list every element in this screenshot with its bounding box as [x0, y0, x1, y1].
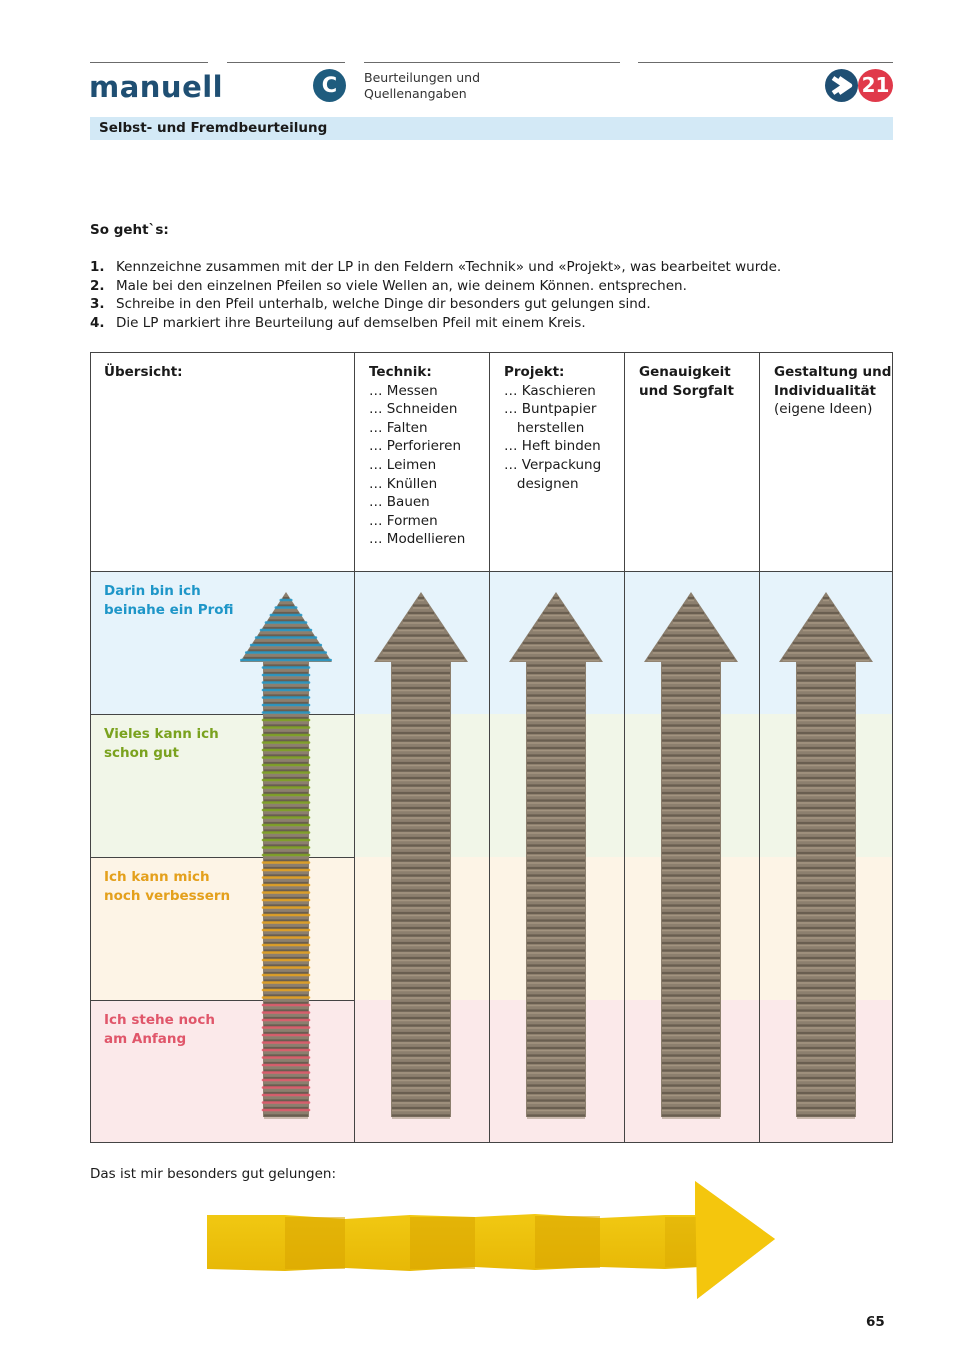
cardboard-arrow[interactable] — [509, 592, 603, 1118]
technik-item: … Leimen — [369, 456, 437, 473]
projekt-item: herstellen — [504, 419, 585, 436]
technik-item: … Falten — [369, 419, 428, 436]
technik-item: … Modellieren — [369, 531, 466, 548]
projekt-item: designen — [504, 475, 579, 492]
yellow-paper-arrow[interactable] — [195, 1175, 785, 1305]
overview-label: Übersicht: — [104, 364, 183, 380]
level-label-anfang: Ich stehe noch am Anfang — [104, 1012, 215, 1047]
gestaltung-column-header: Gestaltung und Individualität (eigene Ideen) — [774, 364, 892, 418]
brand-title: manuell — [89, 70, 224, 104]
chapter-badge: C — [313, 69, 346, 102]
technik-item: … Formen — [369, 512, 438, 529]
technik-item: … Knüllen — [369, 475, 438, 492]
level-label-profi: Darin bin ich beinahe ein Profi — [104, 583, 234, 618]
instruction-step: 1. Kennzeichne zusammen mit der LP in den Feldern «Technik» und «Projekt», was bearbeitet wurde. — [90, 259, 782, 275]
logo-number: 21 — [858, 69, 893, 102]
chapter-title-line: Quellenangaben — [364, 86, 467, 101]
projekt-item: … Kaschieren — [504, 382, 596, 399]
technik-item: … Schneiden — [369, 401, 458, 418]
cardboard-arrow[interactable] — [779, 592, 873, 1118]
section-title: Selbst- und Fremdbeurteilung — [99, 120, 328, 136]
level-label-gut: Vieles kann ich schon gut — [104, 726, 219, 761]
instruction-step: 3. Schreibe in den Pfeil unterhalb, welche Dinge dir besonders gut gelungen sind. — [90, 296, 651, 313]
instruction-step: 4. Die LP markiert ihre Beurteilung auf demselben Pfeil mit einem Kreis. — [90, 314, 586, 331]
projekt-item: … Verpackung — [504, 456, 602, 473]
genauigkeit-column-header: Genauigkeit und Sorgfalt — [639, 364, 734, 399]
technik-column-header: Technik: … Messen … Schneiden … Falten … Perforieren … Leimen … Knüllen … Bauen … Formen … Modellieren — [369, 363, 499, 549]
technik-item: … Perforieren — [369, 438, 462, 455]
cardboard-arrow[interactable] — [240, 592, 332, 1118]
chapter-title-line: Beurteilungen und — [364, 70, 481, 85]
success-caption: Das ist mir besonders gut gelungen: — [90, 1166, 337, 1182]
projekt-item: … Heft binden — [504, 438, 601, 455]
page-number: 65 — [866, 1314, 885, 1330]
technik-item: … Messen — [369, 382, 438, 399]
instruction-step: 2. Male bei den einzelnen Pfeilen so viele Wellen an, wie deinem Können. entsprechen. — [90, 277, 687, 294]
level-label-verbessern: Ich kann mich noch verbessern — [104, 869, 231, 904]
projekt-column-header: Projekt: … Kaschieren … Buntpapier herstellen … Heft binden … Verpackung designen — [504, 363, 634, 493]
technik-item: … Bauen — [369, 494, 430, 511]
cardboard-arrow[interactable] — [644, 592, 738, 1118]
instructions-heading: So geht`s: — [90, 222, 169, 238]
cardboard-arrow[interactable] — [374, 592, 468, 1118]
projekt-item: … Buntpapier — [504, 401, 597, 418]
